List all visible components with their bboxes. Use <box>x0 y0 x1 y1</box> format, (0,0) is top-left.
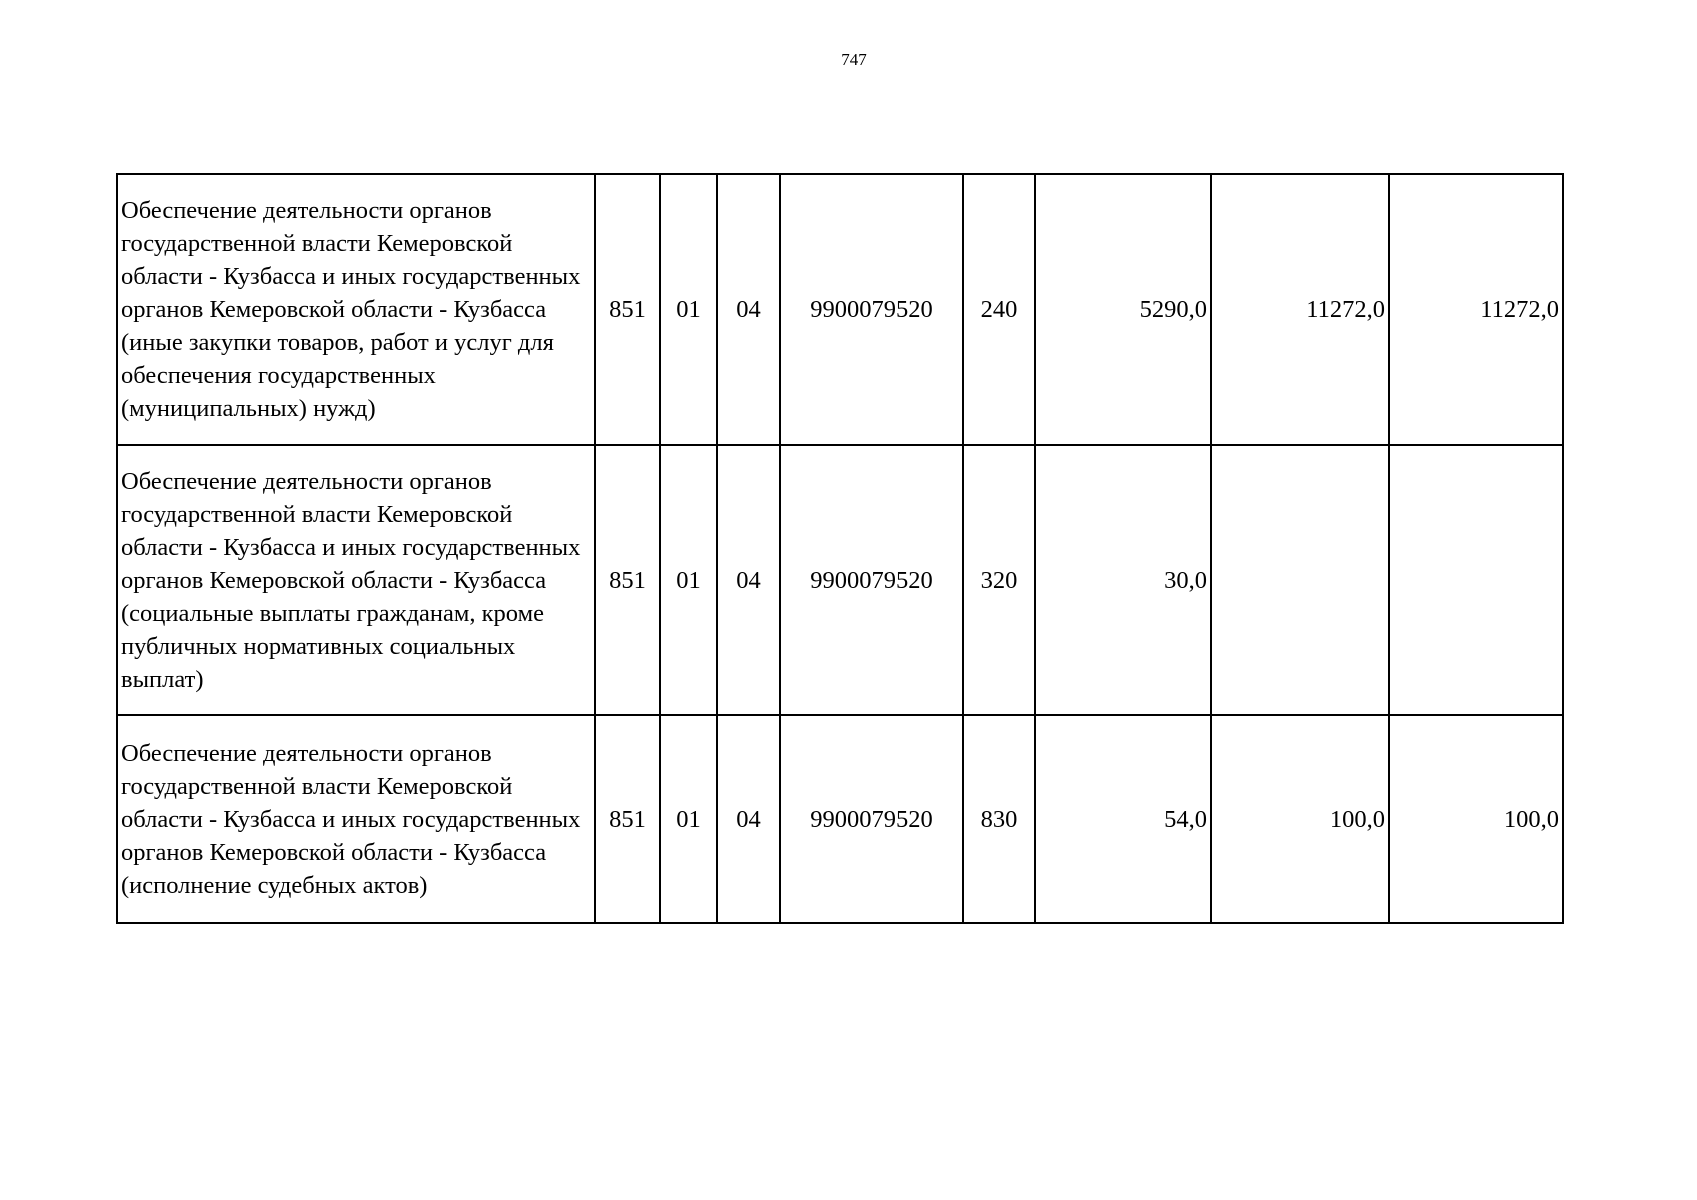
target-article-code: 9900079520 <box>780 715 963 923</box>
amount-year-2: 11272,0 <box>1211 174 1389 445</box>
ministry-code: 851 <box>595 715 660 923</box>
amount-year-2: 100,0 <box>1211 715 1389 923</box>
ministry-code: 851 <box>595 174 660 445</box>
section-code: 01 <box>660 715 717 923</box>
target-article-code: 9900079520 <box>780 445 963 715</box>
table-row <box>117 174 1563 445</box>
subsection-code: 04 <box>717 445 780 715</box>
subsection-code: 04 <box>717 174 780 445</box>
row-description: Обеспечение деятельности органов государственной власти Кемеровской области - Кузбасса и иных государственных органов Кемеровской области - Кузбасса (социальные выплаты гражданам, кроме публичных нормативных социальных выплат) <box>117 445 595 715</box>
row-description: Обеспечение деятельности органов государственной власти Кемеровской области - Кузбасса и иных государственных органов Кемеровской области - Кузбасса (иные закупки товаров, работ и услуг для обеспечения государственных (муниципальных) нужд) <box>117 174 595 445</box>
budget-table <box>116 173 1564 924</box>
amount-year-3: 100,0 <box>1389 715 1563 923</box>
section-code: 01 <box>660 445 717 715</box>
section-code: 01 <box>660 174 717 445</box>
expense-type-code: 240 <box>963 174 1035 445</box>
amount-year-1: 5290,0 <box>1035 174 1211 445</box>
ministry-code: 851 <box>595 445 660 715</box>
amount-year-1: 54,0 <box>1035 715 1211 923</box>
table-row <box>117 715 1563 923</box>
subsection-code: 04 <box>717 715 780 923</box>
page-number: 747 <box>841 50 867 69</box>
amount-year-2 <box>1211 445 1389 715</box>
expense-type-code: 830 <box>963 715 1035 923</box>
row-description: Обеспечение деятельности органов государственной власти Кемеровской области - Кузбасса и иных государственных органов Кемеровской области - Кузбасса (исполнение судебных актов) <box>117 715 595 923</box>
expense-type-code: 320 <box>963 445 1035 715</box>
amount-year-3: 11272,0 <box>1389 174 1563 445</box>
table-row <box>117 445 1563 715</box>
amount-year-1: 30,0 <box>1035 445 1211 715</box>
target-article-code: 9900079520 <box>780 174 963 445</box>
amount-year-3 <box>1389 445 1563 715</box>
